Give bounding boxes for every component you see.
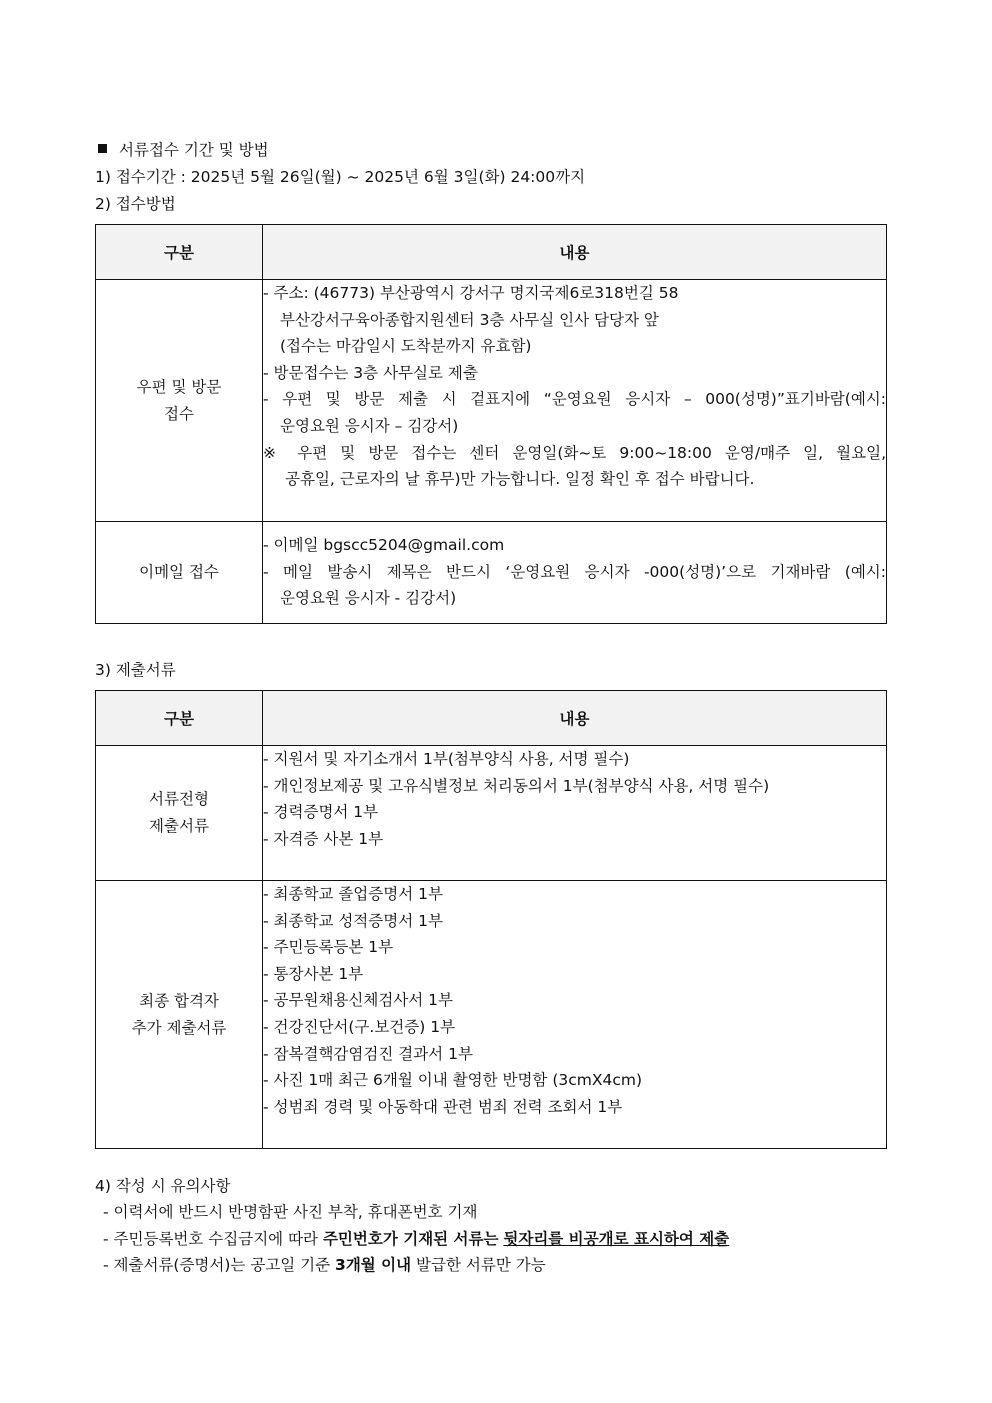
table-row <box>96 280 887 522</box>
list-item: - 주민등록등본 1부 <box>263 938 394 957</box>
list-item: - 공무원채용신체검사서 1부 <box>263 991 454 1010</box>
content-cell <box>263 746 887 881</box>
list-item: - 최종학교 졸업증명서 1부 <box>263 885 443 903</box>
list-item: - 잠복결핵감염검진 결과서 1부 <box>263 1044 473 1063</box>
submission-documents-heading: 3) 제출서류 <box>95 661 176 679</box>
list-item: - 사진 1매 최근 6개월 이내 촬영한 반명함 (3cmX4cm) <box>263 1071 643 1090</box>
table-row <box>96 522 887 624</box>
table-row <box>96 881 887 1149</box>
table-header-row <box>96 691 887 746</box>
category-cell: 이메일 접수 <box>96 522 263 624</box>
square-bullet-icon <box>98 144 107 153</box>
table-row <box>96 746 887 881</box>
list-item: - 성범죄 경력 및 아동학대 관련 범죄 전력 조회서 1부 <box>263 1097 623 1116</box>
list-item: - 최종학교 성적증명서 1부 <box>263 911 443 930</box>
note-item: - 이력서에 반드시 반명함판 사진 부착, 휴대폰번호 기재 <box>103 1203 478 1221</box>
section-heading: 서류접수 기간 및 방법 <box>95 139 269 161</box>
header-content: 내용 <box>263 225 887 280</box>
header-category: 구분 <box>96 691 263 746</box>
list-item: - 건강진단서(구.보건증) 1부 <box>263 1017 456 1036</box>
application-period: 1) 접수기간 : 2025년 5월 26일(월) ~ 2025년 6월 3일(화) 24:00까지 <box>95 168 586 186</box>
application-method-table <box>95 224 887 624</box>
note-item: - 주민등록번호 수집금지에 따라 주민번호가 기재된 서류는 뒷자리를 비공개로 표시하여 제출 <box>103 1230 730 1248</box>
application-method-heading: 2) 접수방법 <box>95 195 176 213</box>
emphasis-text: 3개월 이내 <box>335 1256 412 1274</box>
list-item: - 통장사본 1부 <box>263 964 364 983</box>
emphasis-text: 주민번호가 기재된 서류는 <box>322 1230 499 1248</box>
table-header-row <box>96 225 887 280</box>
category-cell: 우편 및 방문 접수 <box>96 280 263 522</box>
header-content: 내용 <box>263 691 887 746</box>
list-item: - 지원서 및 자기소개서 1부(첨부양식 사용, 서명 필수) <box>263 750 630 768</box>
category-cell: 최종 합격자 추가 제출서류 <box>96 881 263 1149</box>
content-cell: - 주소: (46773) 부산광역시 강서구 명지국제6로318번길 58 부산강서구육아종합지원센터 3층 사무실 인사 담당자 앞 (접수는 마감일시 도착분까지 유효함) - 방문접수는 3층 사무실로 제출 - 우편 및 방문 제출 시 겉표지에 “운영요원 응시자 – 000(성명)”표기바람(예시: 운영요원 응시자 – 김강서) ※ 우편 및 방문 접수는 센터 운영일(화~토 9:00~18:00 운영/매주 일, 월요일, 공휴일, 근로자의 날 휴무)만 가능합니다. 일정 확인 후 접수 바랍니다. <box>263 280 887 522</box>
note-item: - 제출서류(증명서)는 공고일 기준 3개월 이내 발급한 서류만 가능 <box>103 1256 546 1274</box>
content-cell <box>263 881 887 1149</box>
list-item: - 개인정보제공 및 고유식별정보 처리동의서 1부(첨부양식 사용, 서명 필수) <box>263 776 770 795</box>
email-address: - 이메일 bgscc5204@gmail.com <box>263 536 505 554</box>
list-item: - 자격증 사본 1부 <box>263 829 384 848</box>
submission-documents-table <box>95 690 887 1149</box>
category-cell: 서류전형 제출서류 <box>96 746 263 881</box>
header-category: 구분 <box>96 225 263 280</box>
underlined-emphasis-text: 뒷자리를 비공개로 표시하여 제출 <box>503 1230 730 1248</box>
content-cell: - 이메일 bgscc5204@gmail.com - 메일 발송시 제목은 반드시 ‘운영요원 응시자 -000(성명)’으로 기재바람 (예시: 운영요원 응시자 - 김강서) <box>263 522 887 624</box>
list-item: - 경력증명서 1부 <box>263 803 379 822</box>
notes-heading: 4) 작성 시 유의사항 <box>95 1177 231 1195</box>
